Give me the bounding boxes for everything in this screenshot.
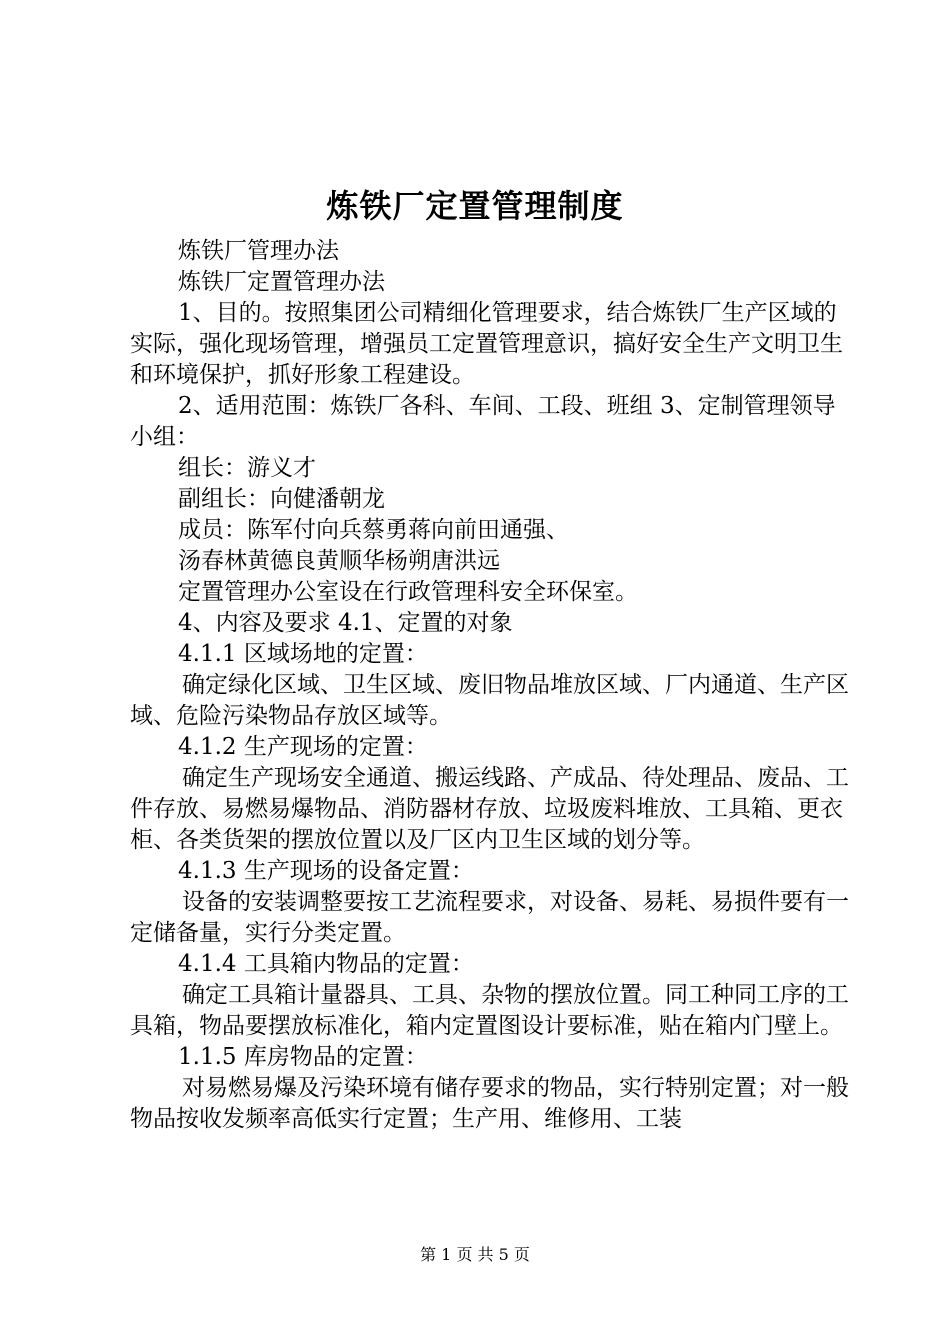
paragraph-toolbox-content: 确定工具箱计量器具、工具、杂物的摆放位置。同工种同工序的工具箱，物品要摆放标准化，箱内定置图设计要标准，贴在箱内门壁上。 — [130, 982, 849, 1039]
paragraph-section-1-1-5: 1.1.5 库房物品的定置： — [178, 1044, 428, 1070]
paragraph-area-content: 确定绿化区域、卫生区域、废旧物品堆放区域、厂内通道、生产区域、危险污染物品存放区域等。 — [130, 672, 849, 729]
paragraph-section-4-1-3: 4.1.3 生产现场的设备定置： — [178, 858, 474, 884]
paragraph-office: 定置管理办公室设在行政管理科安全环保室。 — [178, 579, 638, 605]
paragraph-purpose: 1、目的。按照集团公司精细化管理要求，结合炼铁厂生产区域的实际，强化现场管理，增强员工定置管理意识，搞好安全生产文明卫生和环境保护，抓好形象工程建设。 — [130, 300, 843, 388]
paragraph-scope: 2、适用范围：炼铁厂各科、车间、工段、班组 3、定制管理领导小组： — [130, 393, 836, 450]
paragraph-section-4-1-1: 4.1.1 区域场地的定置： — [178, 641, 428, 667]
page-number-footer: 第 1 页 共 5 页 — [420, 1245, 530, 1264]
paragraph-section-4-1-4: 4.1.4 工具箱内物品的定置： — [178, 951, 474, 977]
paragraph-deputy-leader: 副组长：向健潘朝龙 — [178, 486, 385, 512]
paragraph-heading-2: 炼铁厂定置管理办法 — [178, 269, 385, 295]
paragraph-warehouse-content: 对易燃易爆及污染环境有储存要求的物品，实行特别定置；对一般物品按收发频率高低实行定置；生产用、维修用、工装 — [130, 1075, 849, 1132]
paragraph-heading-1: 炼铁厂管理办法 — [178, 238, 339, 264]
paragraph-section-4-1-2: 4.1.2 生产现场的定置： — [178, 734, 428, 760]
paragraph-members-1: 成员：陈军付向兵蔡勇蒋向前田通强、 — [178, 517, 569, 543]
document-title: 炼铁厂定置管理制度 — [326, 187, 624, 225]
document-body — [130, 236, 850, 1135]
paragraph-members-2: 汤春林黄德良黄顺华杨朔唐洪远 — [178, 548, 500, 574]
paragraph-equipment-content: 设备的安装调整要按工艺流程要求，对设备、易耗、易损件要有一定储备量，实行分类定置。 — [130, 889, 849, 946]
paragraph-section-4: 4、内容及要求 4.1、定置的对象 — [178, 610, 513, 636]
paragraph-leader: 组长：游义才 — [178, 455, 316, 481]
paragraph-site-content: 确定生产现场安全通道、搬运线路、产成品、待处理品、废品、工件存放、易燃易爆物品、消防器材存放、垃圾废料堆放、工具箱、更衣柜、各类货架的摆放位置以及厂区内卫生区域的划分等。 — [130, 765, 849, 853]
